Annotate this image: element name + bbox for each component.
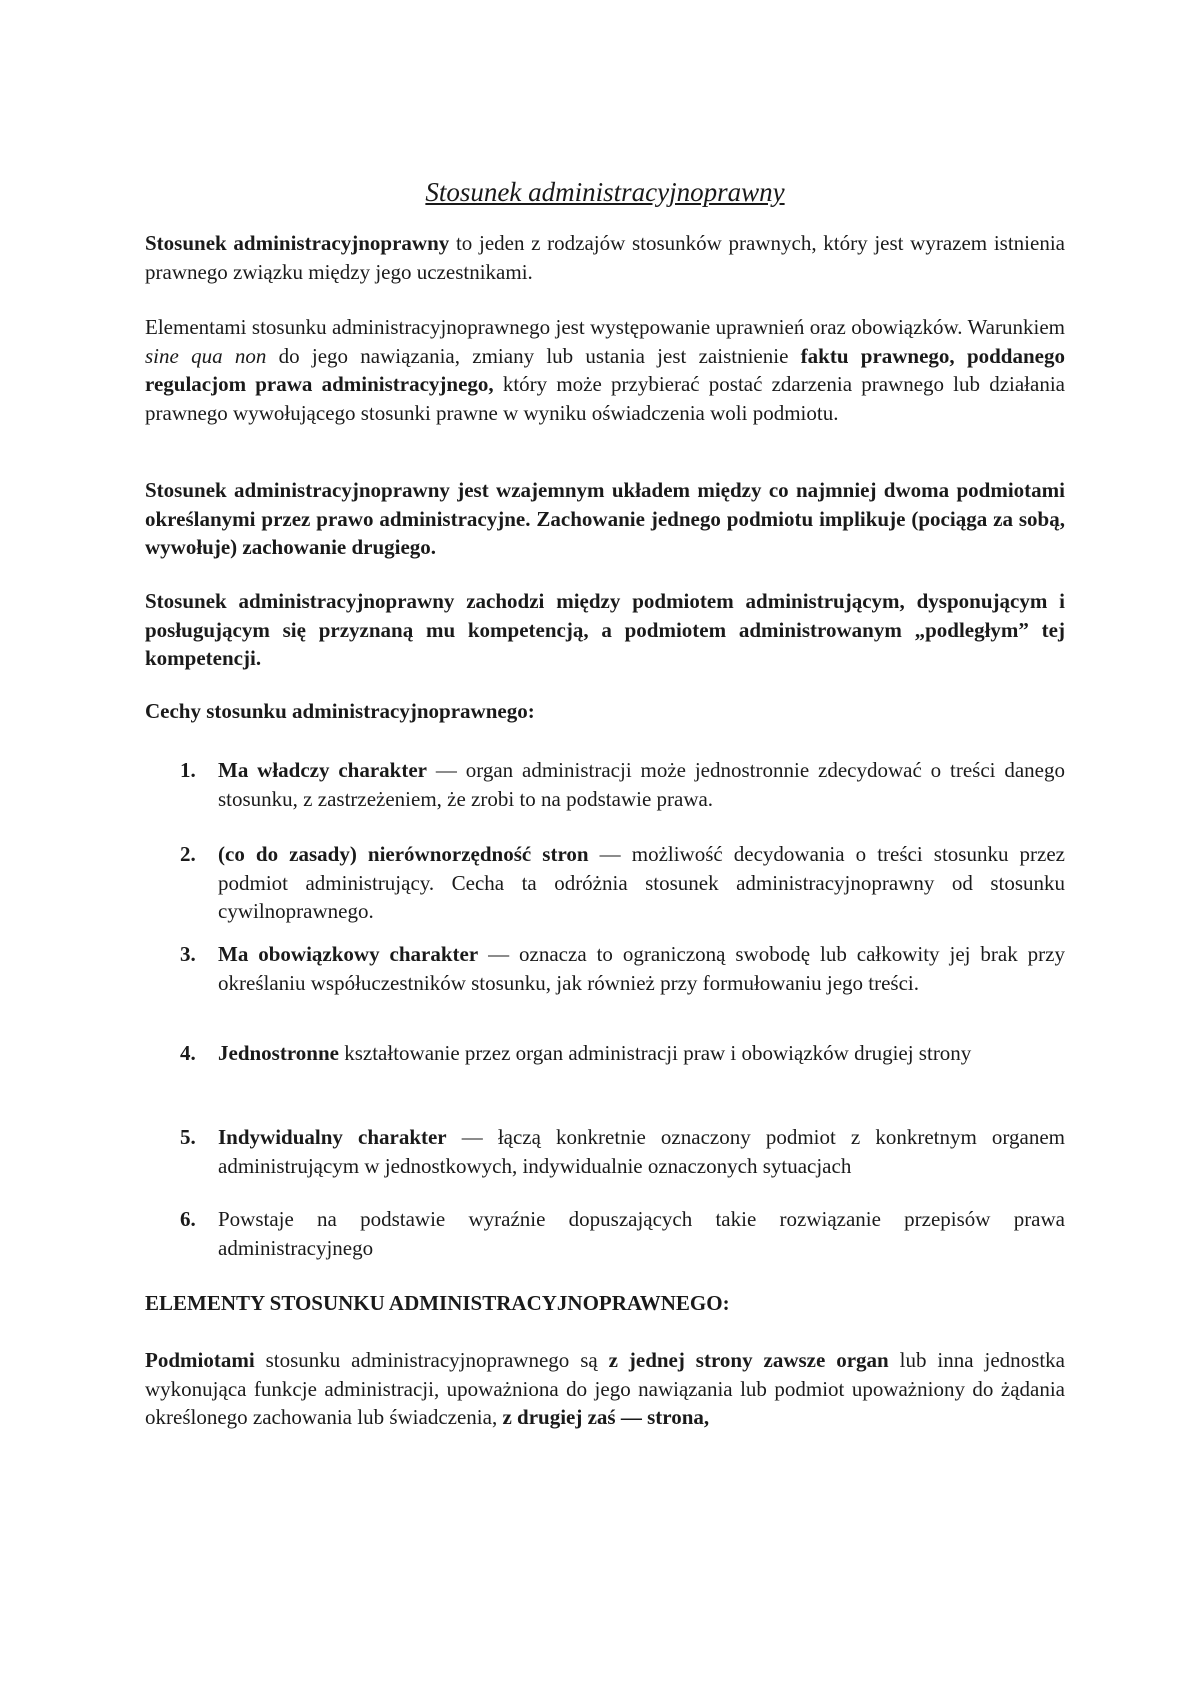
list-body: Powstaje na podstawie wyraźnie dopuszających takie rozwiązanie przepisów prawa administracyjnego — [218, 1207, 1065, 1260]
bold-term: Podmiotami — [145, 1348, 255, 1372]
document-page — [145, 0, 1065, 1698]
list-bold: Ma władczy charakter — [218, 758, 427, 782]
list-text — [218, 1123, 1065, 1180]
bold-term: Stosunek administracyjnoprawny — [145, 231, 450, 255]
paragraph-text: to jeden z rodzajów stosunków prawnych, który jest wyrazem istnienia prawnego związku między jego uczestnikami. — [145, 231, 1065, 284]
list-number: 1. — [180, 758, 196, 782]
list-body: — oznacza to ograniczoną swobodę lub całkowity jej brak przy określaniu współuczestników stosunku, jak również przy formułowaniu jego treści. — [218, 942, 1065, 995]
bold-term: z drugiej zaś — strona, — [502, 1405, 710, 1429]
list-body: — możliwość decydowania o treści stosunku przez podmiot administrujący. Cecha ta odróżnia stosunek administracyjnoprawny od stosunku cywilnoprawnego. — [218, 842, 1065, 923]
list-bold: Jednostronne — [218, 1041, 339, 1065]
list-text — [218, 756, 1065, 813]
list-body: kształtowanie przez organ administracji praw i obowiązków drugiej strony — [338, 1041, 972, 1065]
paragraph-text: stosunku administracyjnoprawnego są — [254, 1348, 609, 1372]
list-number: 2. — [180, 842, 196, 866]
paragraph-definition — [145, 229, 1065, 286]
paragraph-elements — [145, 313, 1065, 427]
list-bold: Ma obowiązkowy charakter — [218, 942, 479, 966]
paragraph-subjects-relation: Stosunek administracyjnoprawny zachodzi między podmiotem administrującym, dysponującym i posługującym się przyznaną mu kompetencją, a podmiotem administrowanym „podległym” tej kompetencji. — [145, 589, 1065, 670]
paragraph-text: do jego nawiązania, zmiany lub ustania jest zaistnienie — [266, 343, 801, 368]
list-body: — łączą konkretnie oznaczony podmiot z konkretnym organem administrującym w jednostkowych, indywidualnie oznaczonych sytuacjach — [218, 1125, 1065, 1178]
bold-term: z jednej strony zawsze organ — [608, 1348, 889, 1372]
list-text — [218, 1039, 1065, 1068]
list-number: 3. — [180, 942, 196, 966]
list-text — [218, 840, 1065, 926]
heading-elements: ELEMENTY STOSUNKU ADMINISTRACYJNOPRAWNEGO: — [145, 1291, 730, 1315]
paragraph-subjects — [145, 1346, 1065, 1432]
paragraph-mutual-relation: Stosunek administracyjnoprawny jest wzajemnym układem między co najmniej dwoma podmiotami określanymi przez prawo administracyjne. Zachowanie jednego podmiotu implikuje (pociąga za sobą, wywołuje) zachowanie drugiego. — [145, 478, 1065, 559]
list-number: 4. — [180, 1041, 196, 1065]
list-bold: (co do zasady) nierównorzędność stron — [218, 842, 589, 866]
list-number: 5. — [180, 1125, 196, 1149]
list-bold: Indywidualny charakter — [218, 1125, 447, 1149]
list-text — [218, 1205, 1065, 1262]
page-title: Stosunek administracyjnoprawny — [425, 177, 785, 207]
paragraph-text: który może przybierać postać zdarzenia prawnego lub działania prawnego wywołującego stosunki prawne w wyniku oświadczenia woli podmiotu. — [145, 372, 1065, 425]
paragraph-text: Elementami stosunku administracyjnoprawnego jest występowanie uprawnień oraz obowiązków. Warunkiem — [145, 315, 1065, 339]
italic-term: sine qua non — [145, 343, 267, 368]
list-text — [218, 940, 1065, 997]
list-number: 6. — [180, 1207, 196, 1231]
bold-term: faktu prawnego, poddanego regulacjom prawa administracyjnego, — [145, 343, 1065, 396]
heading-features: Cechy stosunku administracyjnoprawnego: — [145, 699, 535, 723]
paragraph-text: lub inna jednostka wykonująca funkcje administracji, upoważniona do jego nawiązania lub podmiot upoważniony do żądania określonego zachowania lub świadczenia, — [145, 1348, 1065, 1429]
list-body: — organ administracji może jednostronnie zdecydować o treści danego stosunku, z zastrzeżeniem, że zrobi to na podstawie prawa. — [218, 758, 1065, 811]
